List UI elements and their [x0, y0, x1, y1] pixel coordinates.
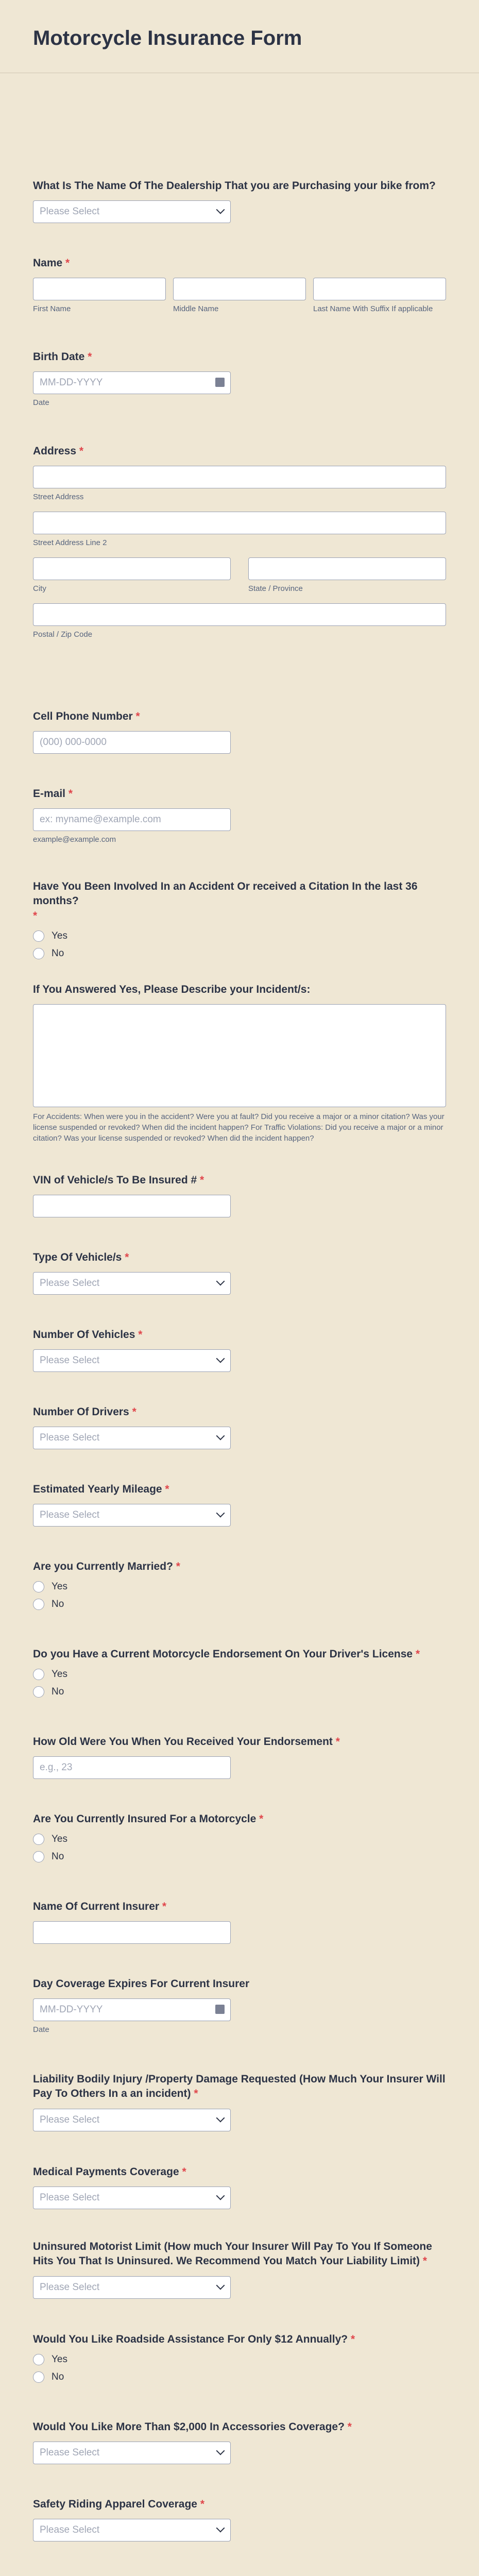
apparel-label: Safety Riding Apparel Coverage [33, 2498, 197, 2510]
dealership-label: What Is The Name Of The Dealership That you are Purchasing your bike from? [33, 180, 436, 192]
endorse-yes-radio[interactable]: Yes [33, 1669, 446, 1680]
required-mark: * [132, 1406, 136, 1418]
required-mark: * [68, 788, 73, 800]
accessories-select[interactable] [33, 2442, 231, 2464]
insured-label: Are You Currently Insured For a Motorcycle [33, 1813, 256, 1825]
married-label: Are you Currently Married? [33, 1561, 173, 1572]
required-mark: * [79, 445, 84, 457]
liability-question [33, 2072, 446, 2131]
first-name-sub: First Name [33, 304, 71, 314]
zip-input[interactable] [33, 603, 446, 626]
age-input[interactable]: e.g., 23 [33, 1756, 231, 1779]
insurer-input[interactable] [33, 1921, 231, 1944]
required-mark: * [415, 1648, 420, 1660]
accessories-select-value: Please Select [33, 2442, 231, 2464]
first-name-input[interactable] [33, 278, 166, 300]
endorse-question [33, 1647, 446, 1704]
married-yes-radio[interactable]: Yes [33, 1581, 446, 1592]
middle-name-input[interactable] [173, 278, 306, 300]
apparel-question [33, 2497, 446, 2541]
medical-question [33, 2165, 446, 2209]
insurer-question [33, 1900, 446, 1944]
endorse-no-radio[interactable]: No [33, 1686, 446, 1698]
required-mark: * [135, 710, 140, 722]
expires-date-input[interactable]: MM-DD-YYYY [33, 1998, 231, 2021]
expires-sub: Date [33, 2025, 49, 2035]
mileage-select[interactable] [33, 1504, 231, 1527]
state-sub: State / Province [248, 584, 303, 594]
numveh-question [33, 1328, 446, 1372]
required-mark: * [65, 257, 70, 269]
birth-label: Birth Date [33, 351, 85, 363]
email-label: E-mail [33, 788, 66, 800]
accessories-label: Would You Like More Than $2,000 In Accessories Coverage? [33, 2421, 345, 2433]
required-mark: * [176, 1561, 180, 1572]
describe-sub: For Accidents: When were you in the accident? Were you at fault? Did you receive a major or a minor citation? Was your license suspended or revoked? When did the incident happen? For Traffic Violations: Did you receive a major or a minor citation? Was your license suspended or revoked? When did the incident happen? [33, 1112, 444, 1143]
required-mark: * [33, 909, 38, 922]
required-mark: * [347, 2421, 352, 2433]
roadside-yes-radio[interactable]: Yes [33, 2354, 446, 2365]
age-question [33, 1735, 446, 1779]
vin-label: VIN of Vehicle/s To Be Insured # [33, 1174, 197, 1186]
liability-select[interactable] [33, 2109, 231, 2131]
insured-no-radio[interactable]: No [33, 1851, 446, 1862]
mileage-label: Estimated Yearly Mileage [33, 1483, 162, 1495]
city-input[interactable] [33, 557, 231, 580]
mileage-select-value: Please Select [33, 1504, 231, 1527]
required-mark: * [422, 2255, 427, 2267]
married-no-radio[interactable]: No [33, 1599, 446, 1610]
expires-label: Day Coverage Expires For Current Insurer [33, 1978, 250, 1990]
required-mark: * [194, 2088, 198, 2100]
dealership-select-value: Please Select [33, 200, 231, 223]
required-mark: * [200, 1174, 204, 1186]
street-sub: Street Address [33, 493, 84, 502]
describe-textarea[interactable] [33, 1004, 446, 1107]
roadside-question [33, 2332, 446, 2389]
vin-input[interactable] [33, 1195, 231, 1217]
medical-select-value: Please Select [33, 2187, 231, 2209]
age-label: How Old Were You When You Received Your Endorsement [33, 1736, 333, 1748]
type-question [33, 1250, 446, 1295]
numdrv-question [33, 1405, 446, 1449]
accident-label: Have You Been Involved In an Accident Or received a Citation In the last 36 months? [33, 880, 418, 907]
roadside-label: Would You Like Roadside Assistance For Only $12 Annually? [33, 2333, 348, 2345]
city-sub: City [33, 584, 46, 594]
street-input[interactable] [33, 466, 446, 488]
calendar-icon[interactable] [215, 378, 225, 387]
insured-yes-radio[interactable]: Yes [33, 1834, 446, 1845]
describe-label: If You Answered Yes, Please Describe your Incident/s: [33, 984, 311, 995]
zip-sub: Postal / Zip Code [33, 630, 93, 639]
type-label: Type Of Vehicle/s [33, 1251, 122, 1263]
birth-sub: Date [33, 398, 49, 408]
required-mark: * [125, 1251, 129, 1263]
expires-question [33, 1977, 446, 2034]
birth-date-input[interactable]: MM-DD-YYYY [33, 371, 231, 394]
name-label: Name [33, 257, 63, 269]
name-question [33, 256, 446, 313]
form-header [0, 0, 479, 73]
last-name-sub: Last Name With Suffix If applicable [313, 304, 433, 314]
email-sub: example@example.com [33, 835, 116, 844]
dealership-question [33, 179, 446, 223]
required-mark: * [162, 1901, 167, 1912]
type-select-value: Please Select [33, 1272, 231, 1295]
insured-question [33, 1812, 446, 1869]
numdrv-label: Number Of Drivers [33, 1406, 129, 1418]
uninsured-select[interactable] [33, 2276, 231, 2299]
email-input[interactable]: ex: myname@example.com [33, 808, 231, 831]
cell-label: Cell Phone Number [33, 710, 133, 722]
street2-input[interactable] [33, 512, 446, 534]
calendar-icon[interactable] [215, 2005, 225, 2014]
birth-question [33, 350, 446, 407]
required-mark: * [138, 1329, 143, 1341]
insurer-label: Name Of Current Insurer [33, 1901, 160, 1912]
required-mark: * [200, 2498, 204, 2510]
state-input[interactable] [248, 557, 446, 580]
roadside-no-radio[interactable]: No [33, 2371, 446, 2383]
email-question [33, 787, 446, 844]
dealership-select[interactable] [33, 200, 231, 223]
numveh-label: Number Of Vehicles [33, 1329, 135, 1341]
required-mark: * [165, 1483, 169, 1495]
apparel-select-value: Please Select [33, 2519, 231, 2541]
address-question [33, 444, 446, 639]
type-select[interactable] [33, 1272, 231, 1295]
accessories-question [33, 2420, 446, 2464]
uninsured-select-value: Please Select [33, 2276, 231, 2299]
numdrv-select-value: Please Select [33, 1427, 231, 1449]
cell-question [33, 709, 446, 754]
accident-no-radio[interactable]: No [33, 948, 446, 959]
numveh-select-value: Please Select [33, 1349, 231, 1372]
required-mark: * [335, 1736, 340, 1748]
last-name-input[interactable] [313, 278, 446, 300]
required-mark: * [350, 2333, 355, 2345]
accident-question [33, 879, 446, 965]
uninsured-label: Uninsured Motorist Limit (How much Your Insurer Will Pay To You If Someone Hits You That Is Uninsured. We Recommend You Match Your Liability Limit) [33, 2241, 432, 2267]
street2-sub: Street Address Line 2 [33, 538, 107, 548]
liability-select-value: Please Select [33, 2109, 231, 2131]
uninsured-question [33, 2240, 446, 2299]
required-mark: * [88, 351, 92, 363]
married-question [33, 1560, 446, 1616]
required-mark: * [259, 1813, 264, 1825]
mileage-question [33, 1482, 446, 1527]
medical-label: Medical Payments Coverage [33, 2166, 179, 2178]
cell-input[interactable]: (000) 000-0000 [33, 731, 231, 754]
numdrv-select[interactable] [33, 1427, 231, 1449]
medical-select[interactable] [33, 2187, 231, 2209]
endorse-label: Do you Have a Current Motorcycle Endorsement On Your Driver's License [33, 1648, 413, 1660]
numveh-select[interactable] [33, 1349, 231, 1372]
vin-question [33, 1173, 446, 1217]
apparel-select[interactable] [33, 2519, 231, 2541]
address-label: Address [33, 445, 77, 457]
accident-yes-radio[interactable]: Yes [33, 930, 446, 942]
middle-name-sub: Middle Name [173, 304, 219, 314]
describe-question [33, 982, 446, 1144]
page-title: Motorcycle Insurance Form [33, 27, 302, 49]
liability-label: Liability Bodily Injury /Property Damage Requested (How Much Your Insurer Will Pay To Others In a an incident) [33, 2073, 446, 2100]
required-mark: * [182, 2166, 186, 2178]
